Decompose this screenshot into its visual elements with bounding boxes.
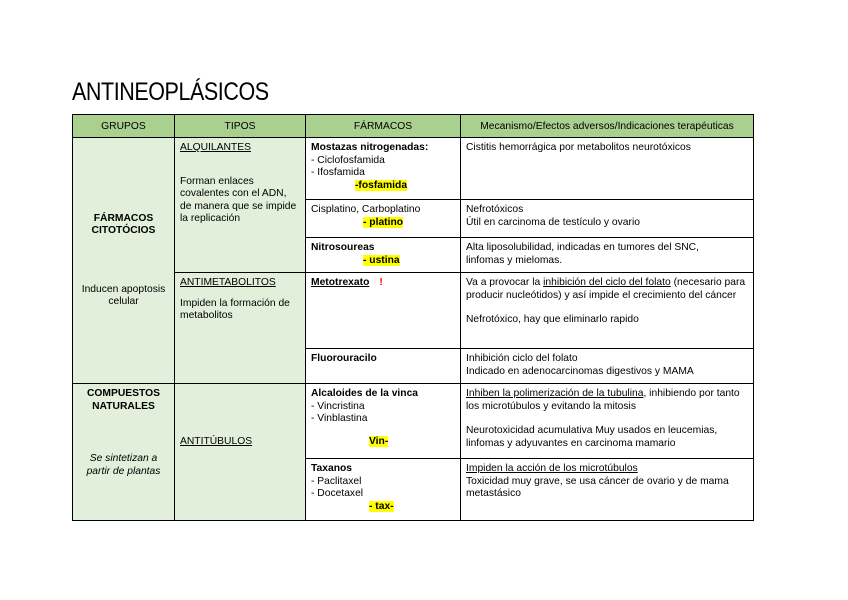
effect-nitrosoureas-2: linfomas y mielomas.	[466, 254, 563, 266]
suffix-platino: - platino	[363, 216, 404, 228]
farmaco-nitrosoureas-cell	[306, 238, 461, 273]
header-grupos: GRUPOS	[73, 115, 175, 138]
farmaco-platinos-name: Cisplatino, Carboplatino	[311, 204, 421, 215]
effect-taxanos-cell	[461, 459, 754, 521]
farmaco-fluorouracilo-cell	[306, 349, 461, 384]
group-naturales-desc: Se sintetizan a partir de plantas	[86, 453, 161, 477]
effect-nitrosoureas-cell	[461, 238, 754, 273]
effect-platinos-1: Nefrotóxicos	[466, 204, 524, 215]
tipo-antimetabolitos-title: ANTIMETABOLITOS	[180, 277, 276, 288]
farmaco-paclitaxel: - Paclitaxel	[311, 475, 362, 487]
effect-vinca-2: Neurotoxicidad acumulativa Muy usados en leucemias, linfomas y adyuvantes en carcinoma mamario	[466, 425, 718, 449]
farmaco-metotrexato-name: Metotrexato	[311, 277, 370, 288]
tipo-antitubulos-cell	[175, 384, 306, 521]
effect-vinca-1: Inhiben la polimerización de la tubulina, inhibiendo por tanto los microtúbulos y evitando la mitosis	[466, 388, 740, 412]
suffix-tax: - tax-	[369, 500, 394, 512]
farmaco-vinblastina: - Vinblastina	[311, 413, 368, 424]
effect-fluorouracilo-1: Inhibición ciclo del folato	[466, 353, 578, 364]
effect-metotrexato-2: Nefrotóxico, hay que eliminarlo rapido	[466, 314, 639, 325]
effect-vinca-cell	[461, 384, 754, 459]
tipo-antitubulos-title: ANTITÚBULOS	[180, 436, 253, 447]
table-row	[73, 384, 754, 459]
group-naturales-name: COMPUESTOS NATURALES	[86, 388, 161, 412]
tipo-alquilantes-cell	[175, 138, 306, 273]
farmaco-fluorouracilo-name: Fluorouracilo	[311, 353, 377, 364]
header-farmacos: FÁRMACOS	[306, 115, 461, 138]
group-citotoxicos-name: FÁRMACOS CITOTÓCIOS	[91, 212, 156, 236]
tipo-antimetabolitos-desc: Impiden la formación de metabolitos	[180, 297, 290, 321]
page-title: ANTINEOPLÁSICOS	[72, 78, 269, 106]
effect-platinos-2: Útil en carcinoma de testículo y ovario	[466, 216, 640, 228]
farmaco-nitrosoureas-name: Nitrosoureas	[311, 242, 375, 253]
header-tipos: TIPOS	[175, 115, 306, 138]
effect-platinos-cell	[461, 200, 754, 238]
farmaco-ciclofosfamida: - Ciclofosfamida	[311, 154, 385, 166]
antineoplasicos-table	[72, 114, 754, 521]
table-row	[73, 273, 754, 349]
effect-mostazas: Cistitis hemorrágica por metabolitos neurotóxicos	[461, 138, 754, 200]
farmaco-mostazas-name: Mostazas nitrogenadas:	[311, 142, 429, 153]
farmaco-vinca-name: Alcaloides de la vinca	[311, 388, 419, 399]
group-citotoxicos-desc: Inducen apoptosis celular	[81, 283, 166, 307]
farmaco-platinos-cell	[306, 200, 461, 238]
farmaco-taxanos-cell	[306, 459, 461, 521]
effect-fluorouracilo-cell	[461, 349, 754, 384]
suffix-fosfamida: -fosfamida	[355, 179, 408, 191]
effect-taxanos-1: Impiden la acción de los microtúbulos	[466, 463, 638, 474]
effect-nitrosoureas-1: Alta liposolubilidad, indicadas en tumores del SNC,	[466, 242, 699, 253]
farmaco-ifosfamida: - Ifosfamida	[311, 167, 365, 178]
farmaco-taxanos-name: Taxanos	[311, 463, 353, 474]
suffix-vin: Vin-	[369, 435, 389, 447]
effect-metotrexato-cell	[461, 273, 754, 349]
effect-fluorouracilo-2: Indicado en adenocarcinomas digestivos y MAMA	[466, 365, 694, 377]
tipo-antimetabolitos-cell	[175, 273, 306, 384]
tipo-alquilantes-desc: Forman enlaces covalentes con el ADN, de manera que se impide la replicación	[180, 175, 297, 224]
tipo-alquilantes-title: ALQUILANTES	[180, 142, 251, 153]
farmaco-metotrexato-cell	[306, 273, 461, 349]
farmaco-docetaxel: - Docetaxel	[311, 488, 364, 499]
effect-metotrexato-1: Va a provocar la inhibición del ciclo del folato (necesario para producir nucleótidos) y así impide el crecimiento del cáncer	[466, 277, 746, 301]
table-row	[73, 138, 754, 200]
warning-mark: !	[379, 277, 383, 288]
header-row	[73, 115, 754, 138]
farmaco-mostazas-cell	[306, 138, 461, 200]
header-mecanismo: Mecanismo/Efectos adversos/Indicaciones terapéuticas	[461, 115, 754, 138]
farmaco-vinca-cell	[306, 384, 461, 459]
group-naturales-cell	[73, 384, 175, 521]
farmaco-vincristina: - Vincristina	[311, 400, 365, 412]
effect-taxanos-2: Toxicidad muy grave, se usa cáncer de ovario y de mama metastásico	[466, 475, 729, 499]
suffix-ustina: - ustina	[363, 254, 400, 266]
group-citotoxicos-cell	[73, 138, 175, 384]
